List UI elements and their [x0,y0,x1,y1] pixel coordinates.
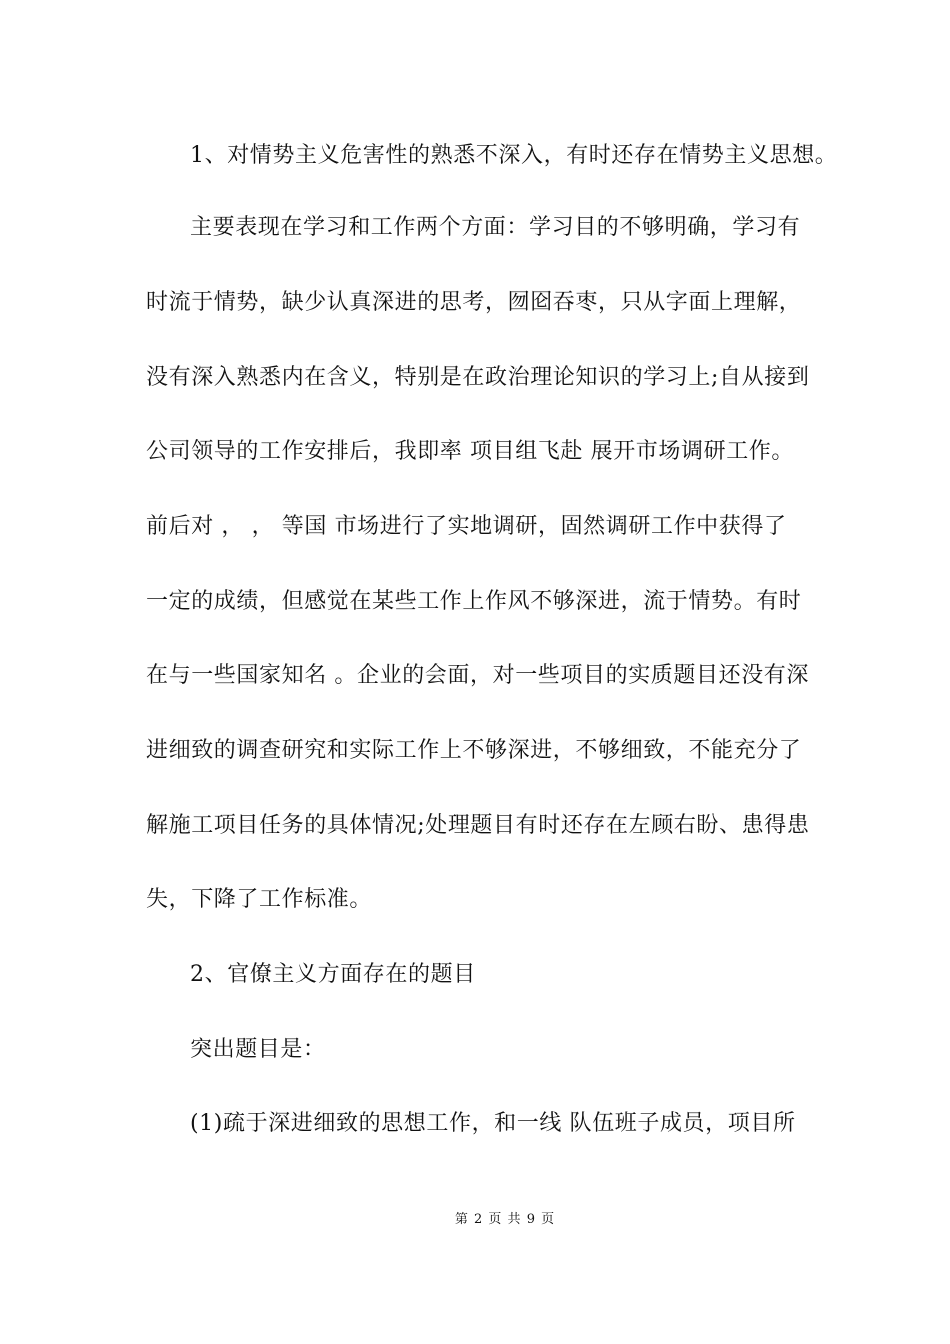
list-item: (1)疏于深进细致的思想工作，和一线 队伍班子成员，项目所 [190,1111,796,1136]
paragraph-line: 解施工项目任务的具体情况;处理题目有时还存在左顾右盼、患得患 [146,813,810,838]
section-heading: 2、官僚主义方面存在的题目 [190,962,476,987]
paragraph-line: 一定的成绩，但感觉在某些工作上作风不够深进，流于情势。有时 [146,589,802,614]
paragraph-line: 1、对情势主义危害性的熟悉不深入，有时还存在情势主义思想。 [190,143,838,168]
paragraph-line: 突出题目是： [190,1037,326,1062]
paragraph-line: 前后对 ， ， 等国 市场进行了实地调研，固然调研工作中获得了 [146,514,787,539]
paragraph-line: 公司领导的工作安排后，我即率 项目组飞赴 展开市场调研工作。 [146,439,794,464]
paragraph-line: 在与一些国家知名 。企业的会面，对一些项目的实质题目还没有深 [146,663,809,688]
paragraph-line: 失，下降了工作标准。 [146,887,373,912]
paragraph-line: 时流于情势，缺少认真深进的思考，囫囵吞枣，只从字面上理解， [146,290,802,315]
page-number-footer: 第 2 页 共 9 页 [454,1212,556,1227]
paragraph-line: 没有深入熟悉内在含义，特别是在政治理论知识的学习上;自从接到 [146,365,810,390]
paragraph-line: 进细致的调查研究和实际工作上不够深进，不够细致，不能充分了 [146,738,802,763]
paragraph-line: 主要表现在学习和工作两个方面：学习目的不够明确，学习有 [190,215,801,240]
